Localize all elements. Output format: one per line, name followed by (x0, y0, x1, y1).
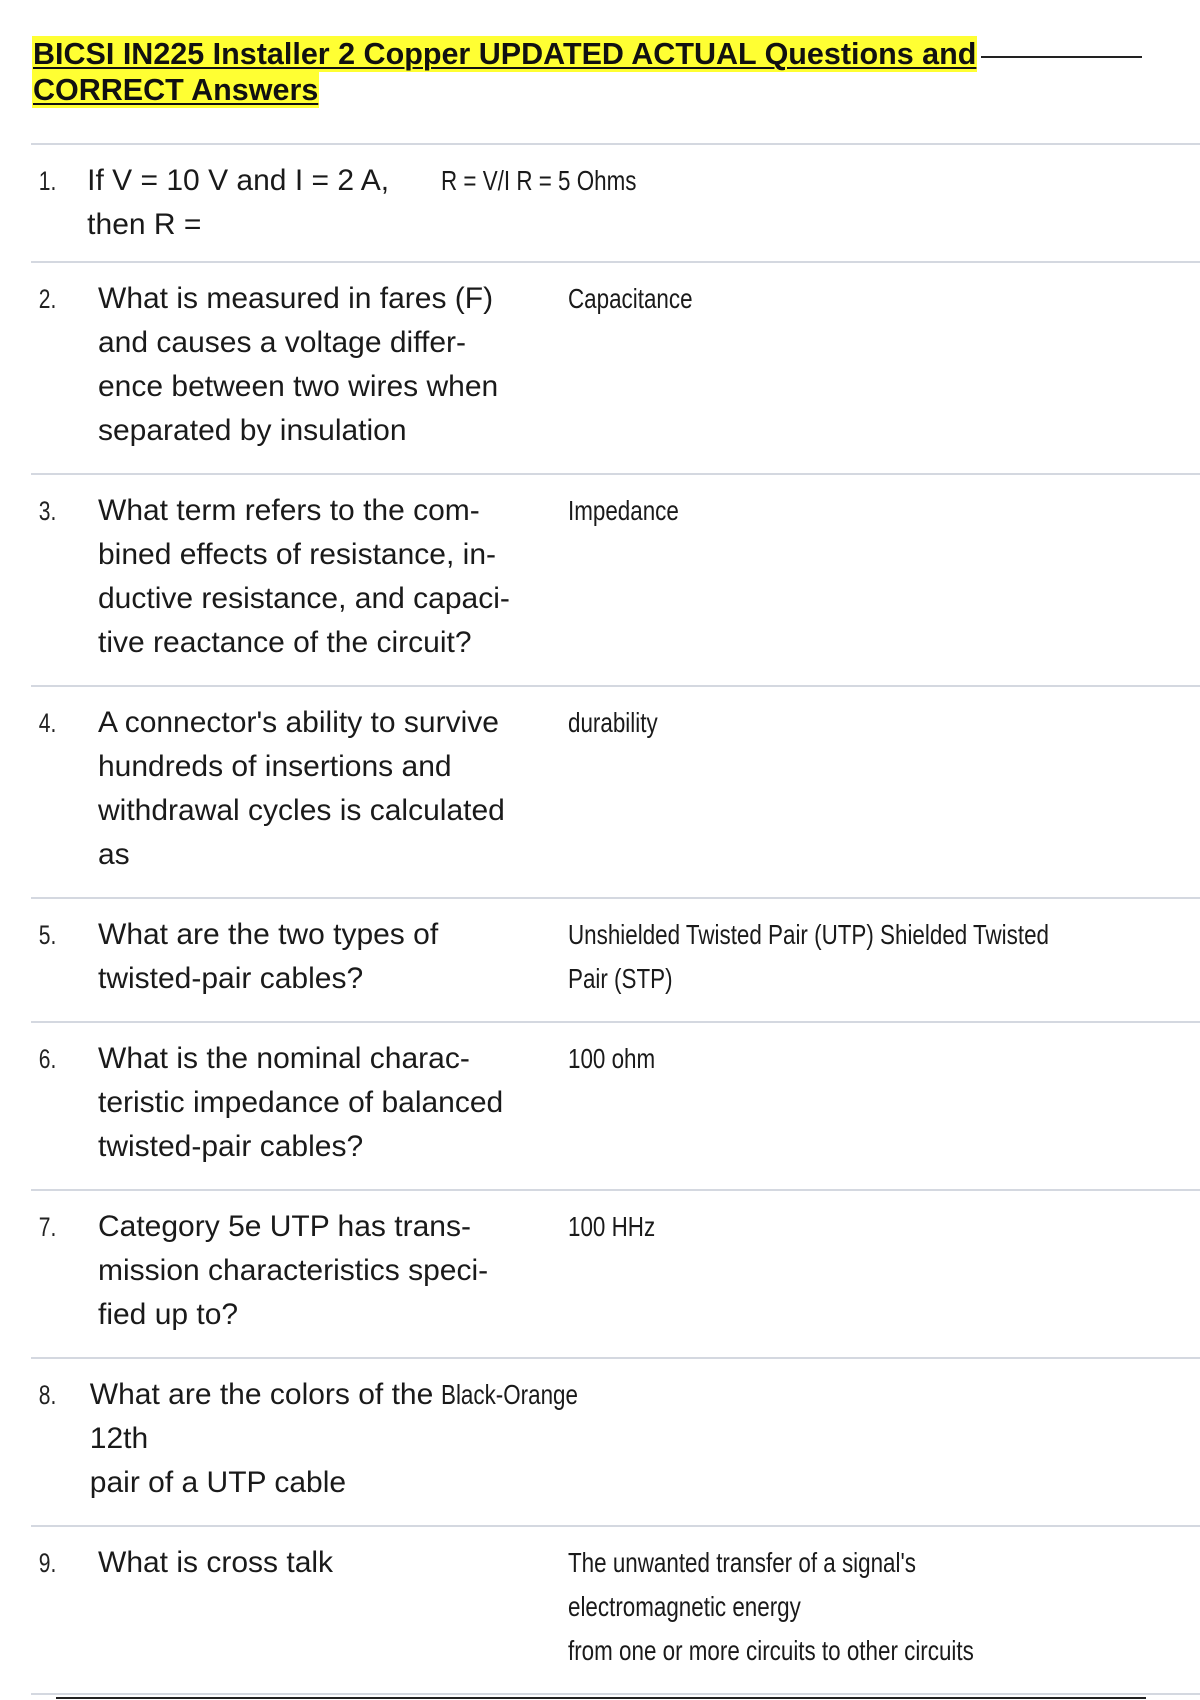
answer-text: Capacitance (568, 283, 693, 314)
qa-row-9 (31, 1527, 1200, 1695)
question-text: If V = 10 V and I = 2 A, then R = (87, 164, 390, 241)
qa-row-4 (31, 687, 1200, 899)
document-title (32, 36, 1142, 108)
answer-text: Black-Orange (441, 1379, 578, 1410)
title-line-2 (32, 72, 1142, 108)
question-number: 8. (38, 1380, 57, 1410)
qa-row-6 (31, 1023, 1200, 1191)
qa-row-2 (31, 263, 1200, 475)
qa-row-5 (31, 899, 1200, 1023)
question-text: Category 5e UTP has trans- mission characteristics speci- fied up to? (98, 1210, 489, 1331)
qa-row-3 (31, 475, 1200, 687)
question-text: What is measured in fares (F) and causes a voltage differ- ence between two wires when separated by insulation (98, 282, 499, 447)
answer-text: durability (568, 707, 658, 738)
question-text: What term refers to the com- bined effects of resistance, in- ductive resistance, and capaci- tive reactance of the circuit? (98, 494, 510, 659)
question-number: 9. (38, 1548, 57, 1578)
answer-text: 100 HHz (568, 1211, 656, 1242)
qa-row-8 (31, 1359, 1200, 1527)
qa-row-7 (31, 1191, 1200, 1359)
answer-text: 100 ohm (568, 1043, 656, 1074)
answer-text: Impedance (568, 495, 679, 526)
title-rule (981, 56, 1142, 58)
question-number: 1. (38, 166, 57, 196)
answer-text: The unwanted transfer of a signal's electromagnetic energy from one or more circuits to other circuits (568, 1547, 974, 1666)
page-bottom-rule (56, 1697, 1146, 1699)
question-number: 7. (38, 1212, 57, 1242)
answer-text: R = V/I R = 5 Ohms (441, 165, 637, 196)
title-text-2: CORRECT Answers (33, 73, 319, 107)
question-number: 2. (38, 284, 57, 314)
question-number: 3. (38, 496, 57, 526)
question-text: What is the nominal charac- teristic impedance of balanced twisted-pair cables? (98, 1042, 504, 1163)
question-text: A connector's ability to survive hundreds of insertions and withdrawal cycles is calculated as (98, 706, 505, 871)
question-number: 5. (38, 920, 57, 950)
title-text-1: BICSI IN225 Installer 2 Copper UPDATED ACTUAL Questions and (33, 37, 977, 71)
question-number: 4. (38, 708, 57, 738)
title-line-1 (32, 36, 1142, 72)
qa-row-1 (31, 145, 1200, 263)
answer-text: Unshielded Twisted Pair (UTP) Shielded Twisted Pair (STP) (568, 919, 1049, 994)
question-number: 6. (38, 1044, 57, 1074)
qa-table (31, 143, 1200, 1695)
question-text: What are the two types of twisted-pair cables? (98, 918, 439, 995)
question-text: What is cross talk (98, 1546, 334, 1579)
question-text: What are the colors of the 12th pair of a UTP cable (89, 1378, 434, 1499)
